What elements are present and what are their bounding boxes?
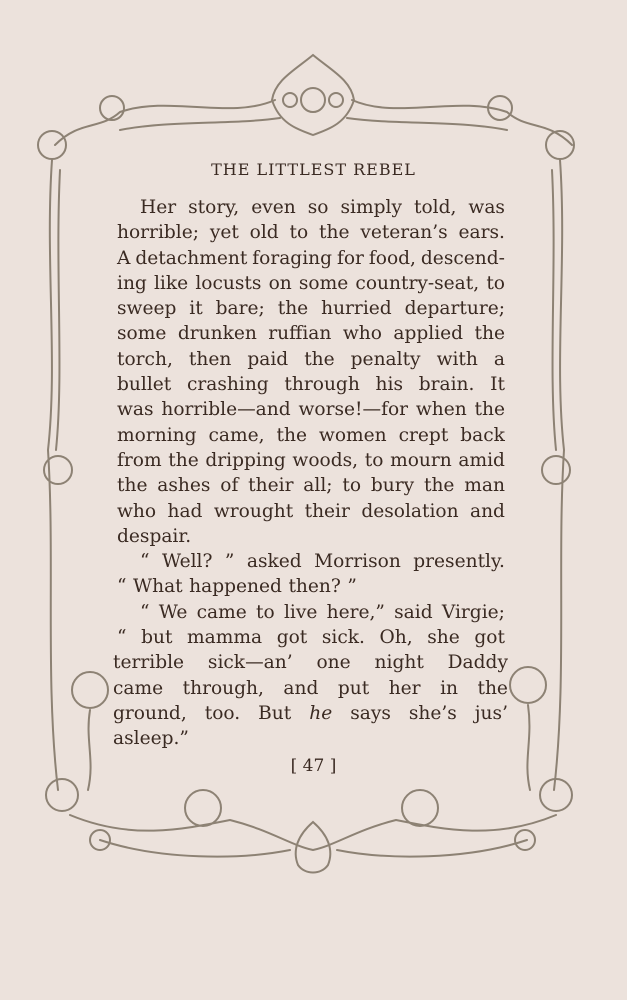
word: descend- bbox=[420, 247, 505, 269]
word: the bbox=[117, 475, 148, 497]
word: morning bbox=[117, 424, 197, 446]
text-line bbox=[117, 397, 505, 422]
word: “ bbox=[117, 576, 127, 598]
word: who bbox=[342, 323, 382, 345]
text-line bbox=[117, 574, 505, 599]
word: paid bbox=[247, 348, 289, 370]
word: Well? bbox=[161, 551, 213, 573]
word: drunken bbox=[177, 323, 257, 345]
word: sweep bbox=[117, 298, 177, 320]
word: presently. bbox=[413, 551, 505, 573]
word: torch, bbox=[117, 348, 173, 370]
word: veteran’s bbox=[360, 222, 448, 244]
word: bury bbox=[370, 475, 415, 497]
word: ing bbox=[117, 272, 147, 294]
word: says bbox=[350, 702, 391, 724]
word: said bbox=[394, 601, 433, 623]
word: crept bbox=[398, 424, 449, 446]
word: through, bbox=[182, 677, 264, 699]
word: some bbox=[298, 272, 349, 294]
word: came, bbox=[208, 424, 265, 446]
word: bullet bbox=[117, 374, 172, 396]
word: the bbox=[304, 348, 335, 370]
word: then? bbox=[288, 576, 341, 598]
text-line bbox=[117, 499, 505, 524]
word: it bbox=[189, 298, 203, 320]
word: worse!—for bbox=[298, 399, 409, 421]
word: wrought bbox=[213, 500, 294, 522]
word: back bbox=[460, 424, 505, 446]
word: put bbox=[337, 677, 370, 699]
text-line bbox=[113, 650, 508, 675]
word: country-seat, bbox=[355, 272, 480, 294]
word: sick—an’ bbox=[207, 652, 293, 674]
word: Daddy bbox=[447, 652, 508, 674]
word: horrible; bbox=[117, 222, 200, 244]
word: horrible—and bbox=[161, 399, 291, 421]
word: even bbox=[251, 197, 296, 218]
word: It bbox=[490, 374, 505, 396]
word: terrible bbox=[113, 652, 185, 674]
word: and bbox=[469, 500, 505, 522]
word: was bbox=[117, 399, 154, 421]
word: got bbox=[276, 627, 308, 649]
word: women bbox=[318, 424, 387, 446]
word: so bbox=[307, 197, 329, 218]
text-line bbox=[117, 321, 505, 346]
word: foraging bbox=[252, 247, 333, 269]
text-line bbox=[117, 296, 505, 321]
right-side bbox=[554, 160, 564, 790]
word: man bbox=[464, 475, 505, 497]
text-line bbox=[113, 676, 508, 701]
word: penalty bbox=[350, 348, 421, 370]
word: he bbox=[309, 702, 333, 724]
word: story, bbox=[188, 197, 240, 218]
word: the bbox=[474, 323, 505, 345]
text-line bbox=[117, 549, 505, 574]
word: sick. bbox=[321, 627, 365, 649]
word: to bbox=[289, 222, 309, 244]
text-line bbox=[117, 524, 505, 549]
word: “ bbox=[140, 551, 150, 573]
word: dripping bbox=[205, 449, 286, 471]
word: to bbox=[486, 272, 505, 294]
word: and bbox=[283, 677, 319, 699]
word: But bbox=[258, 702, 292, 724]
word: her bbox=[388, 677, 421, 699]
word: detachment bbox=[135, 247, 248, 269]
word: Oh, bbox=[379, 627, 413, 649]
word: the bbox=[423, 475, 455, 497]
word: with bbox=[436, 348, 478, 370]
word: to bbox=[256, 601, 275, 623]
word: got bbox=[474, 627, 505, 649]
word: woods, bbox=[292, 449, 359, 471]
word: locusts bbox=[195, 272, 262, 294]
word: ” bbox=[224, 551, 235, 573]
text-line bbox=[117, 195, 505, 220]
word: came bbox=[113, 677, 164, 699]
word: for bbox=[336, 247, 364, 269]
top-scroll-right bbox=[352, 100, 572, 145]
word: mourn bbox=[390, 449, 452, 471]
word: ” bbox=[347, 576, 357, 598]
word: had bbox=[167, 500, 203, 522]
word: Morrison bbox=[314, 551, 401, 573]
word: jus’ bbox=[474, 702, 508, 724]
word: one bbox=[316, 652, 351, 674]
word: What bbox=[133, 576, 183, 598]
word: when bbox=[415, 399, 467, 421]
word: she bbox=[427, 627, 460, 649]
word: happened bbox=[189, 576, 282, 598]
text-line bbox=[117, 423, 505, 448]
word: his bbox=[375, 374, 403, 396]
word: their bbox=[248, 475, 294, 497]
text-line bbox=[117, 220, 505, 245]
word: “ bbox=[117, 627, 127, 649]
word: hurried bbox=[321, 298, 392, 320]
word: despair. bbox=[117, 525, 192, 547]
word: the bbox=[168, 449, 199, 471]
word: We bbox=[158, 601, 188, 623]
word: brain. bbox=[418, 374, 475, 396]
word: bare; bbox=[215, 298, 265, 320]
word: the bbox=[277, 298, 309, 320]
word: Her bbox=[140, 197, 177, 218]
word: through bbox=[284, 374, 360, 396]
top-scroll-left bbox=[55, 100, 275, 145]
word: food, bbox=[368, 247, 416, 269]
text-line bbox=[113, 701, 508, 726]
text-line bbox=[117, 271, 505, 296]
text-line bbox=[113, 726, 508, 751]
text-line bbox=[117, 347, 505, 372]
page-number: [ 47 ] bbox=[290, 756, 337, 776]
word: here,” bbox=[326, 601, 385, 623]
left-side bbox=[48, 160, 58, 790]
word: some bbox=[117, 323, 167, 345]
word: yet bbox=[209, 222, 239, 244]
word: like bbox=[153, 272, 189, 294]
text-line bbox=[117, 625, 505, 650]
word: she’s bbox=[408, 702, 457, 724]
text-line bbox=[117, 372, 505, 397]
word: who bbox=[117, 500, 157, 522]
word: Virgie; bbox=[441, 601, 505, 623]
word: crashing bbox=[186, 374, 269, 396]
word: too. bbox=[204, 702, 241, 724]
word: old bbox=[249, 222, 279, 244]
word: the bbox=[477, 677, 508, 699]
word: the bbox=[474, 399, 505, 421]
bottom-scroll bbox=[70, 815, 556, 850]
word: “ bbox=[140, 601, 150, 623]
word: simply bbox=[340, 197, 402, 218]
word: ground, bbox=[113, 702, 187, 724]
word: to bbox=[364, 449, 384, 471]
word: desolation bbox=[361, 500, 459, 522]
word: asleep.” bbox=[113, 728, 189, 750]
word: ashes bbox=[157, 475, 211, 497]
word: to bbox=[342, 475, 362, 497]
text-line bbox=[117, 473, 505, 498]
body-text bbox=[113, 195, 508, 752]
word: from bbox=[117, 449, 162, 471]
text-line bbox=[117, 600, 505, 625]
word: amid bbox=[458, 449, 505, 471]
word: asked bbox=[246, 551, 302, 573]
word: A bbox=[117, 247, 131, 269]
word: night bbox=[374, 652, 424, 674]
word: in bbox=[440, 677, 458, 699]
word: then bbox=[188, 348, 232, 370]
word: the bbox=[276, 424, 307, 446]
word: live bbox=[283, 601, 318, 623]
text-line bbox=[117, 448, 505, 473]
text-line bbox=[117, 246, 505, 271]
word: on bbox=[268, 272, 292, 294]
word: of bbox=[220, 475, 239, 497]
word: told, bbox=[413, 197, 457, 218]
word: their bbox=[304, 500, 350, 522]
word: was bbox=[468, 197, 505, 218]
word: the bbox=[319, 222, 350, 244]
word: came bbox=[196, 601, 247, 623]
word: a bbox=[493, 348, 505, 370]
word: all; bbox=[303, 475, 333, 497]
word: departure; bbox=[404, 298, 505, 320]
word: ears. bbox=[458, 222, 505, 244]
running-title: THE LITTLEST REBEL bbox=[211, 160, 416, 179]
word: ruffian bbox=[268, 323, 332, 345]
word: mamma bbox=[187, 627, 263, 649]
word: but bbox=[141, 627, 173, 649]
word: applied bbox=[393, 323, 464, 345]
